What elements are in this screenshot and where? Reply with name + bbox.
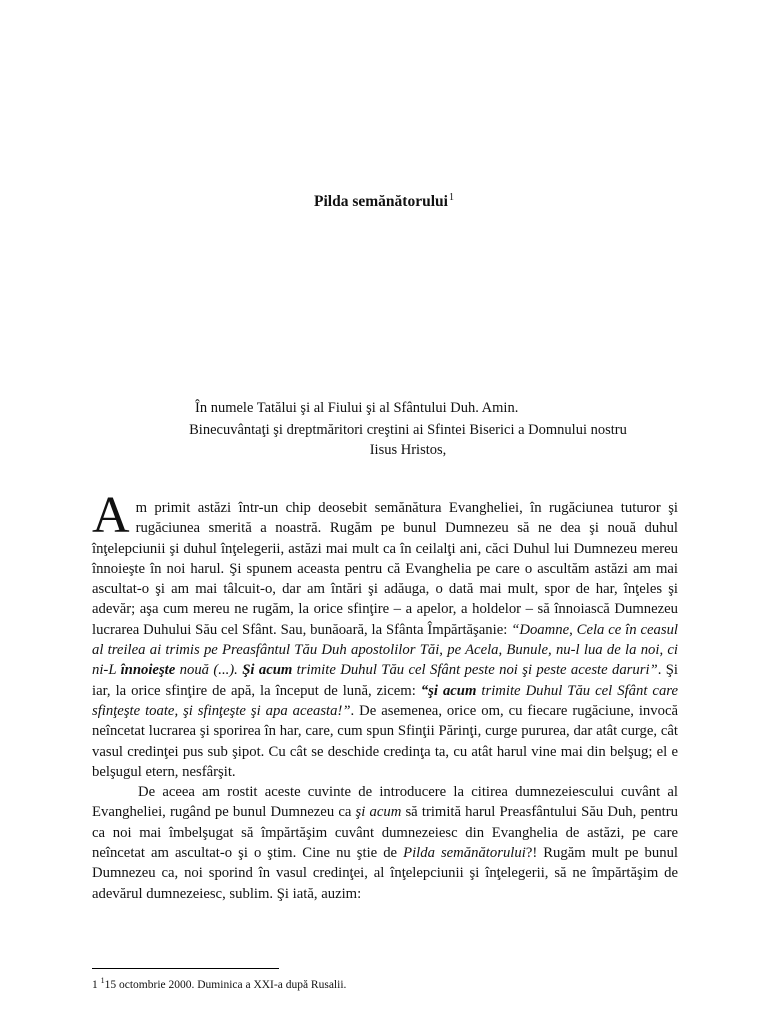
greeting-block	[0, 420, 768, 460]
title-text: Pilda semănătorului	[314, 193, 448, 210]
footnote-text: 15 octombrie 2000. Duminica a XXI-a după Rusalii.	[104, 979, 347, 991]
emphasis: Pilda semănătorului	[403, 845, 526, 862]
footnote	[92, 976, 346, 991]
footnote-number: 1	[92, 979, 101, 991]
greeting-line-1: În numele Tatălui şi al Fiului şi al Sfântului Duh. Amin.	[195, 400, 519, 416]
sermon-body	[92, 487, 679, 904]
drop-cap: A	[92, 487, 130, 544]
quote-liturgy: “Doamne, Cela ce în ceasul al treilea ai trimis pe Preasfântul Tău Duh apostolilor Tăi, pe Acela, Bunule, nu-l lua de la noi, ci ni-L înnoieşte nouă (...). Şi acum trimite Duhul Tău cel Sfânt peste noi şi peste aceste daruri”	[92, 621, 678, 679]
greeting-line-3: Iisus Hristos,	[369, 442, 447, 458]
emphasis: şi acum	[355, 804, 402, 821]
footnote-reference: 1	[448, 192, 454, 203]
greeting-line-2: Binecuvântaţi şi dreptmăritori creştini ai Sfintei Biserici a Domnului nostru	[189, 422, 627, 438]
page-title	[0, 192, 768, 211]
footnote-sup: 1	[100, 976, 105, 985]
quote-sanctification: “şi acum trimite Duhul Tău cel Sfânt care sfinţeşte toate, şi sfinţeşte şi apa aceasta!”	[92, 682, 678, 719]
paragraph-text: m primit astăzi într-un chip deosebit semănătura Evangheliei, în rugăciunea tuturor şi rugăciunea smerită a noastră. Rugăm pe bunul Dumnezeu să ne dea şi nouă duhul înţelepciunii şi duhul înţelegerii, astăzi mai mult ca în ceilalţi ani, căci Duhul lui Dumnezeu mereu înnoieşte în noi harul. Şi spunem aceasta pentru că Evanghelia pe care o ascultăm astăzi am mai ascultat-o şi am mai tâlcuit-o, dar am întări şi adăuga, o dată mai mult, spor de har, înţeles şi adevăr; aşa cum mereu ne rugăm, la orice sfinţire – a apelor, a holdelor – să înnoiască Dumnezeu lucrarea Duhului Său cel Sfânt. Sau, bunăoară, la Sfânta Împărtăşanie:	[92, 500, 678, 638]
paragraph-1	[92, 487, 679, 782]
paragraph-2: De aceea am rostit aceste cuvinte de introducere la citirea dumnezeiescului cuvânt al Evangheliei, rugând pe bunul Dumnezeu ca şi acum să trimită harul Preasfântului Său Duh, pentru ca noi mai îmbelşugat să împărtăşim cuvânt dumnezeiesc din Evanghelia de astăzi, pe care neîncetat am ascultat-o şi o ştim. Cine nu ştie de Pilda semănătorului?! Rugăm mult pe bunul Dumnezeu ca, noi sporind în vasul credinţei, al înţelepciunii şi înţelegerii, să ne împărtăşim de adevărul dumnezeiesc, sublim. Şi iată, auzim:	[92, 784, 678, 902]
paragraph-text: . De asemenea, orice om, cu fiecare rugăciune, invocă neîncetat lucrarea şi sporirea în har, care, cum spun Sfinţii Părinţi, curge pururea, dar atât curge, cât vasul credinţei pus sub şipot. Cu cât se deschide credinţa ta, cu atât harul vine mai din belşug; el e belşugul etern, nesfârşit.	[92, 702, 678, 780]
footnote-separator	[92, 968, 279, 969]
paragraph-text: . Şi iar, la orice sfinţire de apă, la început de lună, zicem:	[92, 662, 679, 699]
